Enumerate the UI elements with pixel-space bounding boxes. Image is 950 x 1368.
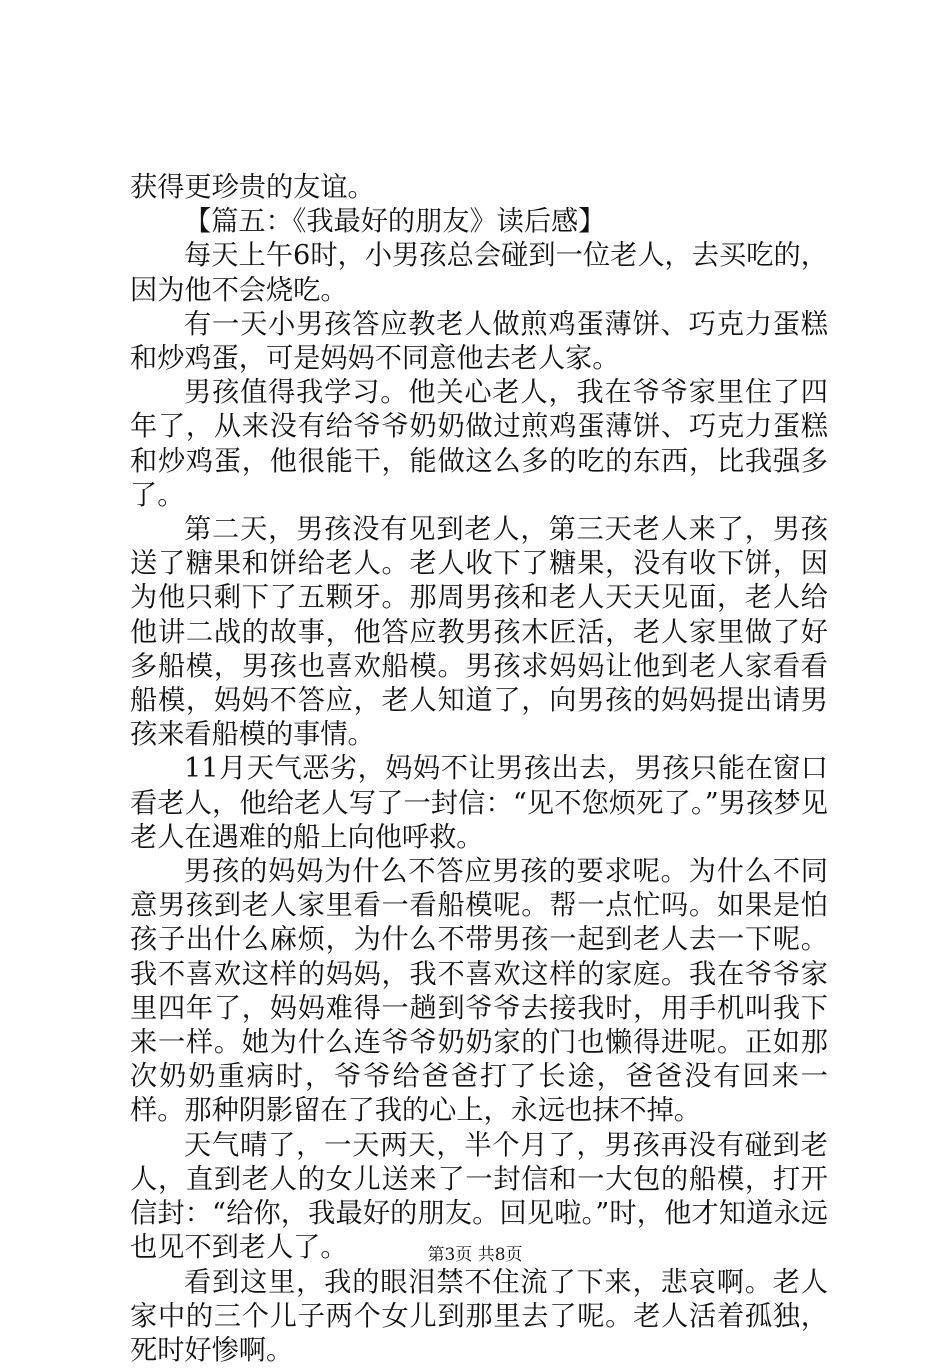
paragraph: 有一天小男孩答应教老人做煎鸡蛋薄饼、巧克力蛋糕和炒鸡蛋，可是妈妈不同意他去老人家。 — [130, 308, 828, 376]
paragraph: 11月天气恶劣，妈妈不让男孩出去，男孩只能在窗口看老人，他给老人写了一封信：“见不您烦死了。”男孩梦见老人在遇难的船上向他呼救。 — [130, 752, 828, 855]
document-body — [130, 171, 828, 1368]
paragraph: 男孩值得我学习。他关心老人，我在爷爷家里住了四年了，从来没有给爷爷奶奶做过煎鸡蛋薄饼、巧克力蛋糕和炒鸡蛋，他很能干，能做这么多的吃的东西，比我强多了。 — [130, 376, 828, 513]
section-heading: 【篇五：《我最好的朋友》读后感】 — [130, 205, 828, 239]
paragraph: 每天上午6时，小男孩总会碰到一位老人，去买吃的，因为他不会烧吃。 — [130, 239, 828, 307]
paragraph-continuation: 获得更珍贵的友谊。 — [130, 171, 828, 205]
paragraph: 男孩的妈妈为什么不答应男孩的要求呢。为什么不同意男孩到老人家里看一看船模呢。帮一点忙吗。如果是怕孩子出什么麻烦，为什么不带男孩一起到老人去一下呢。我不喜欢这样的妈妈，我不喜欢这样的家庭。我在爷爷家里四年了，妈妈难得一趟到爷爷去接我时，用手机叫我下来一样。她为什么连爷爷奶奶家的门也懒得进呢。正如那次奶奶重病时，爷爷给爸爸打了长途，爸爸没有回来一样。那种阴影留在了我的心上，永远也抹不掉。 — [130, 855, 828, 1129]
paragraph: 第二天，男孩没有见到老人，第三天老人来了，男孩送了糖果和饼给老人。老人收下了糖果，没有收下饼，因为他只剩下了五颗牙。那周男孩和老人天天见面，老人给他讲二战的故事，他答应教男孩木匠活，老人家里做了好多船模，男孩也喜欢船模。男孩求妈妈让他到老人家看看船模，妈妈不答应，老人知道了，向男孩的妈妈提出请男孩来看船模的事情。 — [130, 513, 828, 752]
paragraph: 看到这里，我的眼泪禁不住流了下来，悲哀啊。老人家中的三个儿子两个女儿到那里去了呢。老人活着孤独，死时好惨啊。 — [130, 1266, 828, 1368]
page-number-footer: 第3页 共8页 — [0, 1244, 950, 1266]
paragraph: 天气晴了，一天两天，半个月了，男孩再没有碰到老人，直到老人的女儿送来了一封信和一大包的船模，打开信封：“给你，我最好的朋友。回见啦。”时，他才知道永远也见不到老人了。 — [130, 1129, 828, 1266]
